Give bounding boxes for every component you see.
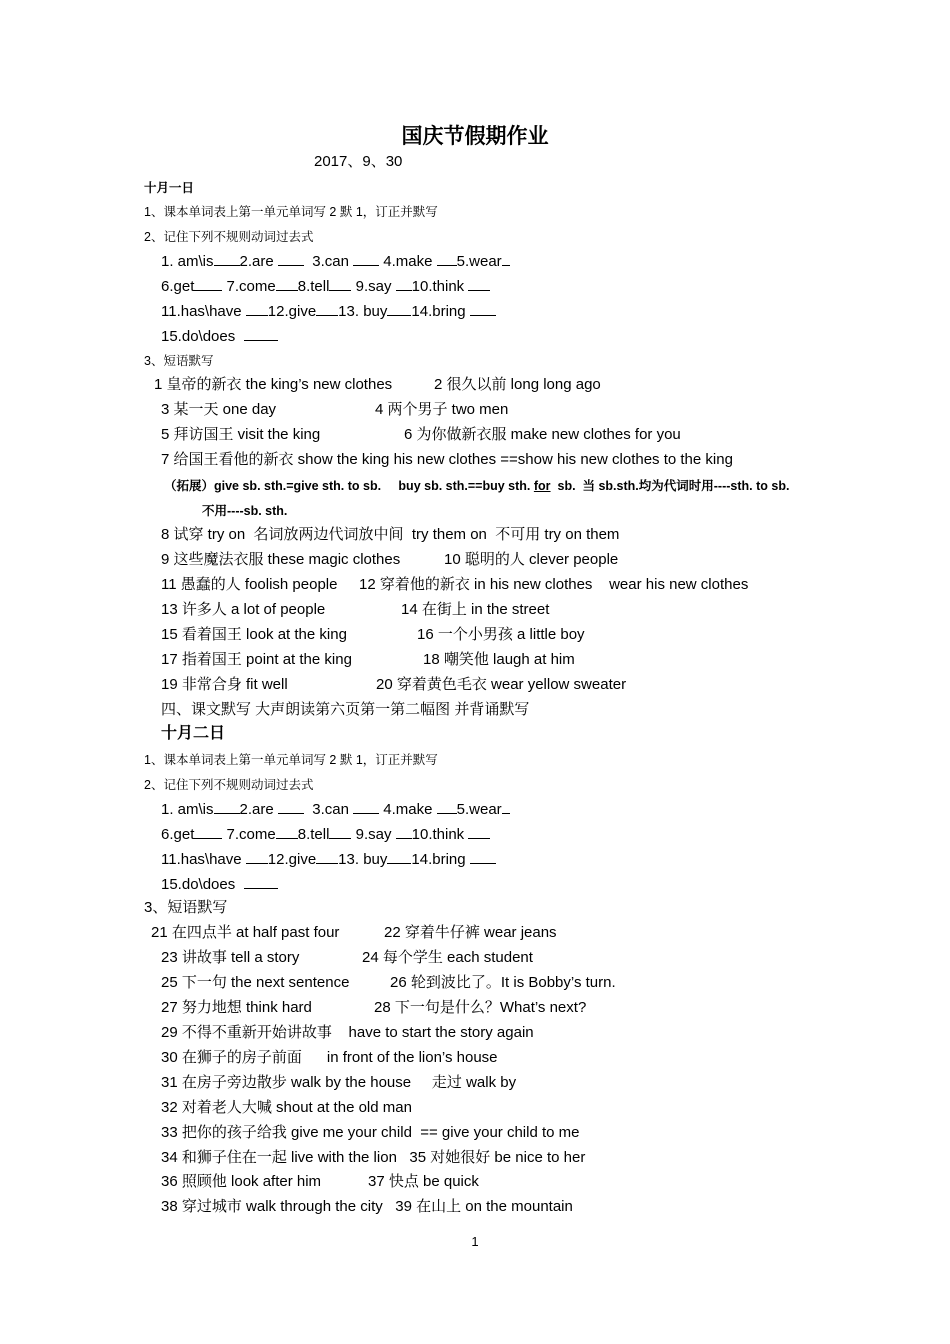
phrase-line: 1 皇帝的新衣 the king’s new clothes — [154, 376, 393, 393]
verb-item: 4.make — [383, 801, 433, 818]
phrase-line: 7 给国王看他的新衣 show the king his new clothes ==show his new clothes to the king — [161, 451, 733, 468]
extension-note-2: 不用----sb. sth. — [202, 504, 288, 518]
answer-blank — [329, 824, 351, 839]
phrase-line: 18 嘲笑他 laugh at him — [423, 651, 575, 668]
day2-task1: 1、课本单词表上第一单元单词写 2 默 1，订正并默写 — [144, 753, 438, 767]
extension-text: （拓展）give sb. sth.=give sth. to sb. buy sb. sth.==buy sth. — [164, 479, 534, 493]
phrase-line: 34 和狮子住在一起 live with the lion 35 对她很好 be nice to her — [161, 1149, 586, 1166]
extension-note — [164, 477, 789, 495]
verb-item: 6.get — [161, 826, 195, 843]
answer-blank — [278, 799, 304, 814]
answer-blank — [278, 251, 304, 266]
day1-heading: 十月一日 — [144, 181, 195, 195]
phrase-line: 25 下一句 the next sentence — [161, 974, 350, 991]
answer-blank — [437, 251, 457, 266]
phrase-line: 32 对着老人大喊 shout at the old man — [161, 1099, 412, 1116]
verb-item: 1. am\is — [161, 253, 214, 270]
verb-item: 12.give — [267, 303, 317, 320]
day2-verb-row-1 — [161, 799, 510, 819]
answer-blank — [470, 301, 496, 316]
answer-blank — [214, 251, 240, 266]
phrase-line: 15 看着国王 look at the king — [161, 626, 347, 643]
verb-item: 12.give — [267, 851, 317, 868]
phrase-line: 21 在四点半 at half past four — [151, 924, 340, 941]
verb-item: 2.are — [239, 801, 274, 818]
answer-blank — [502, 251, 510, 266]
verb-item: 3.can — [312, 253, 349, 270]
phrase-line: 6 为你做新衣服 make new clothes for you — [404, 426, 681, 443]
page-number: 1 — [471, 1234, 479, 1249]
phrase-line: 4 两个男子 two men — [375, 401, 509, 418]
day2-verb-row-2 — [161, 824, 490, 844]
answer-blank — [387, 849, 411, 864]
verb-item: 7.come — [226, 826, 276, 843]
date-line: 2017、9、30 — [314, 153, 403, 170]
verb-item: 11.has\have — [161, 303, 242, 320]
phrase-line: 11 愚蠢的人 foolish people — [161, 576, 338, 593]
answer-blank — [194, 824, 222, 839]
phrase-line: 23 讲故事 tell a story — [161, 949, 300, 966]
verb-item: 15.do\does — [161, 328, 236, 345]
day2-heading: 十月二日 — [161, 725, 226, 742]
answer-blank — [329, 276, 351, 291]
extension-text: sb. 当 sb.sth.均为代词时用----sth. to sb. — [550, 479, 790, 493]
phrase-line: 17 指着国王 point at the king — [161, 651, 352, 668]
answer-blank — [387, 301, 411, 316]
phrase-line: 27 努力地想 think hard — [161, 999, 312, 1016]
answer-blank — [246, 301, 268, 316]
day1-task3: 3、短语默写 — [144, 354, 214, 368]
phrase-line: 36 照顾他 look after him — [161, 1173, 322, 1190]
phrase-line: 14 在街上 in the street — [401, 601, 550, 618]
phrase-line: 33 把你的孩子给我 give me your child == give your child to me — [161, 1124, 580, 1141]
verb-item: 5.wear — [456, 253, 502, 270]
answer-blank — [468, 276, 490, 291]
verb-item: 14.bring — [411, 303, 466, 320]
day1-task1: 1、课本单词表上第一单元单词写 2 默 1，订正并默写 — [144, 205, 438, 219]
phrase-line: 5 拜访国王 visit the king — [161, 426, 321, 443]
answer-blank — [396, 276, 412, 291]
answer-blank — [396, 824, 412, 839]
phrase-line: 22 穿着牛仔裤 wear jeans — [384, 924, 557, 941]
answer-blank — [246, 849, 268, 864]
answer-blank — [353, 799, 379, 814]
phrase-line: 16 一个小男孩 a little boy — [417, 626, 585, 643]
phrase-line: 24 每个学生 each student — [362, 949, 533, 966]
verb-item: 13. buy — [338, 851, 388, 868]
verb-item: 8.tell — [297, 278, 330, 295]
day1-verb-row-4 — [161, 326, 278, 346]
phrase-line: 38 穿过城市 walk through the city 39 在山上 on the mountain — [161, 1198, 573, 1215]
verb-item: 7.come — [226, 278, 276, 295]
answer-blank — [214, 799, 240, 814]
verb-item: 9.say — [355, 278, 392, 295]
verb-item: 5.wear — [456, 801, 502, 818]
extension-for: for — [533, 479, 551, 493]
verb-item: 8.tell — [297, 826, 330, 843]
answer-blank — [437, 799, 457, 814]
verb-item: 13. buy — [338, 303, 388, 320]
day1-verb-row-2 — [161, 276, 490, 296]
page-title: 国庆节假期作业 — [401, 125, 549, 148]
answer-blank — [194, 276, 222, 291]
phrase-line: 28 下一句是什么？What’s next? — [374, 999, 587, 1016]
phrase-line: 20 穿着黄色毛衣 wear yellow sweater — [376, 676, 627, 693]
day1-task2: 2、记住下列不规则动词过去式 — [144, 230, 314, 244]
phrase-line: 12 穿着他的新衣 in his new clothes wear his new clothes — [359, 576, 749, 593]
verb-item: 11.has\have — [161, 851, 242, 868]
verb-item: 10.think — [411, 826, 465, 843]
verb-item: 3.can — [312, 801, 349, 818]
day1-verb-row-1 — [161, 251, 510, 271]
phrase-line: 19 非常合身 fit well — [161, 676, 288, 693]
phrase-line: 3 某一天 one day — [161, 401, 277, 418]
answer-blank — [276, 276, 298, 291]
day1-verb-row-3 — [161, 301, 496, 321]
phrase-line: 9 这些魔法衣服 these magic clothes — [161, 551, 401, 568]
verb-item: 9.say — [355, 826, 392, 843]
verb-item: 15.do\does — [161, 876, 236, 893]
day2-task3: 3、短语默写 — [144, 899, 228, 916]
day1-task4: 四、课文默写 大声朗读第六页第一第二幅图 并背诵默写 — [161, 701, 530, 718]
verb-item: 6.get — [161, 278, 195, 295]
verb-item: 14.bring — [411, 851, 466, 868]
day2-verb-row-4 — [161, 874, 278, 894]
answer-blank — [353, 251, 379, 266]
answer-blank — [502, 799, 510, 814]
answer-blank — [276, 824, 298, 839]
answer-blank — [244, 326, 278, 341]
verb-item: 10.think — [411, 278, 465, 295]
phrase-line: 10 聪明的人 clever people — [444, 551, 619, 568]
phrase-line: 2 很久以前 long long ago — [434, 376, 601, 393]
answer-blank — [316, 849, 338, 864]
phrase-line: 37 快点 be quick — [368, 1173, 479, 1190]
answer-blank — [470, 849, 496, 864]
phrase-line: 31 在房子旁边散步 walk by the house 走过 walk by — [161, 1074, 517, 1091]
phrase-line: 30 在狮子的房子前面 in front of the lion’s house — [161, 1049, 498, 1066]
phrase-line: 26 轮到波比了。It is Bobby’s turn. — [390, 974, 616, 991]
phrase-line: 13 许多人 a lot of people — [161, 601, 326, 618]
answer-blank — [316, 301, 338, 316]
phrase-line: 29 不得不重新开始讲故事 have to start the story again — [161, 1024, 534, 1041]
day2-verb-row-3 — [161, 849, 496, 869]
answer-blank — [244, 874, 278, 889]
day2-task2: 2、记住下列不规则动词过去式 — [144, 778, 314, 792]
answer-blank — [468, 824, 490, 839]
verb-item: 4.make — [383, 253, 433, 270]
verb-item: 2.are — [239, 253, 274, 270]
verb-item: 1. am\is — [161, 801, 214, 818]
phrase-line: 8 试穿 try on 名词放两边代词放中间 try them on 不可用 try on them — [161, 526, 620, 543]
